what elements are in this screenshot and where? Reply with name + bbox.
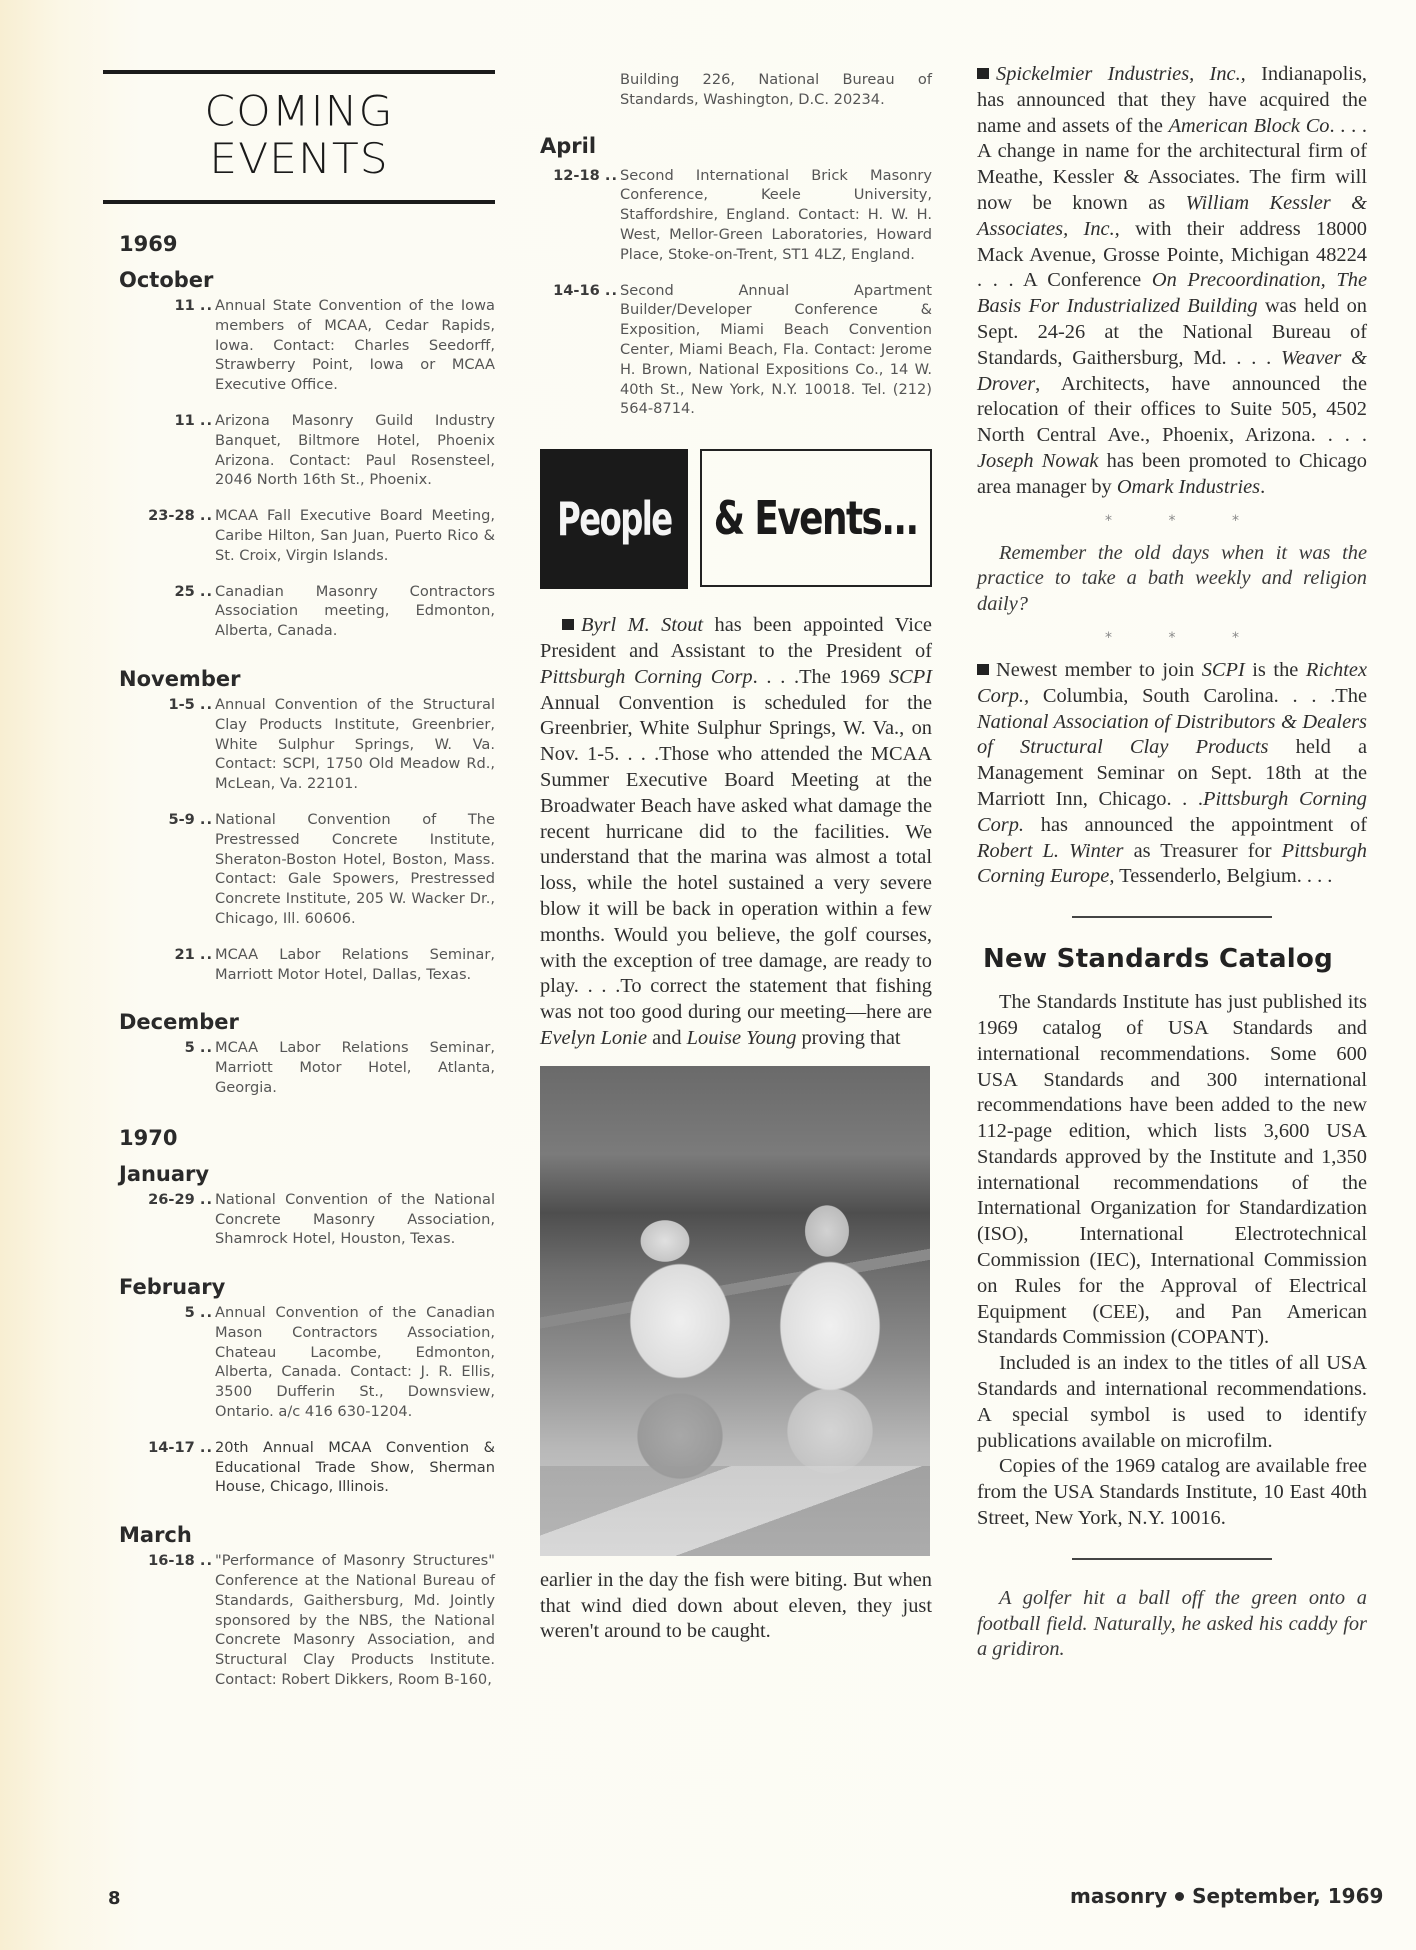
bullet-dot-icon	[1175, 1892, 1184, 1901]
event-item: 23-28 .. MCAA Fall Executive Board Meeting, Caribe Hilton, San Juan, Puerto Rico & St. Croix, Virgin Islands.	[148, 507, 495, 564]
event-item: 5 .. MCAA Labor Relations Seminar, Marriott Motor Hotel, Atlanta, Georgia.	[184, 1039, 495, 1096]
event-item: 14-17 .. 20th Annual MCAA Convention & Educational Trade Show, Sherman House, Chicago, Illinois.	[148, 1438, 495, 1496]
month-heading-december: December	[119, 1010, 239, 1035]
coming-events-column	[103, 70, 495, 1706]
standards-catalog-heading: New Standards Catalog	[983, 944, 1334, 975]
square-bullet-icon	[977, 664, 989, 675]
month-heading-march: March	[119, 1523, 192, 1548]
standards-paragraph-3: Copies of the 1969 catalog are available free from the USA Standards Institute, 10 East 40th Street, New York, N.Y. 10016.	[977, 1455, 1367, 1530]
month-heading-january: January	[119, 1161, 210, 1186]
square-bullet-icon	[562, 619, 574, 630]
divider-rule	[1072, 916, 1272, 918]
filler-quote-bath: Remember the old days when it was the practice to take a bath weekly and religion daily?	[977, 541, 1367, 616]
standards-paragraph-1: The Standards Institute has just published its 1969 catalog of USA Standards and international recommendations. Some 600 USA Standards and 300 international recommendations have been added to the new 112-page edition, which lists 3,600 USA Standards approved by the Institute and 1,350 international recommendations of the International Organization for Standardization (ISO), International Electrotechnical Commission (IEC), International Commission on Rules for the Approval of Electrical Equipment (CEE), and Pan American Standards Commission (COPANT).	[977, 991, 1367, 1349]
title-rule-bottom	[103, 200, 495, 204]
event-item: 16-18 .. "Performance of Masonry Structures" Conference at the National Bureau of Standards, Gaithersburg, Md. Jointly sponsored by the NBS, the National Concrete Masonry Association, and Structural Clay Products Institute. Contact: Robert Dikkers, Room B-160,	[148, 1552, 495, 1689]
fishing-photo	[540, 1066, 930, 1556]
standards-paragraph-2: Included is an index to the titles of all USA Standards and international recommendations. A special symbol is used to identify publications available on microfilm.	[977, 1352, 1367, 1452]
issue-date: September, 1969	[1192, 1884, 1384, 1908]
event-item: 11 .. Annual State Convention of the Iowa members of MCAA, Cedar Rapids, Iowa. Contact: Charles Seedorff, Strawberry Point, Iowa or MCAA Executive Office.	[174, 297, 495, 394]
event-item: 1-5 .. Annual Convention of the Structural Clay Products Institute, Greenbrier, White Sulphur Springs, W. Va. Contact: SCPI, 1750 Old Meadow Rd., McLean, Va. 22101.	[168, 695, 495, 793]
people-events-paragraph-3: Newest member to join SCPI is the Richtex Corp., Columbia, South Carolina. . . .The National Association of Distributors & Dealers of Structural Clay Products held a Management Seminar on Sept. 18th at the Marriott Inn, Chicago. . .Pittsburgh Corning Corp. has announced the appointment of Robert L. Winter as Treasurer for Pittsburgh Corning Europe, Tessenderlo, Belgium. . . .	[977, 658, 1367, 888]
divider-rule	[1072, 1558, 1272, 1560]
event-item: 5 .. Annual Convention of the Canadian Mason Contractors Association, Chateau Lacombe, Edmonton, Alberta, Canada. Contact: J. R. Ellis, 3500 Dufferin St., Downsview, Ontario. a/c 416 630-1204.	[184, 1304, 495, 1421]
section-separator-stars: * * *	[1105, 629, 1265, 646]
banner-events-block: & Events...	[700, 449, 932, 587]
month-heading-april: April	[540, 133, 597, 158]
event-item: 5-9 .. National Convention of The Prestressed Concrete Institute, Sheraton-Boston Hotel, Boston, Mass. Contact: Gale Spowers, Prestressed Concrete Institute, 205 W. Wacker Dr., Chicago, Ill. 60606.	[168, 810, 495, 927]
filler-quote-golfer: A golfer hit a ball off the green onto a football field. Naturally, he asked his caddy for a gridiron.	[977, 1586, 1367, 1661]
right-column	[977, 62, 1367, 1663]
month-heading-october: October	[119, 268, 214, 292]
event-item-continued: Building 226, National Bureau of Standards, Washington, D.C. 20234.	[620, 71, 932, 108]
event-item: 14-16 .. Second Annual Apartment Builder/Developer Conference & Exposition, Miami Beach Convention Center, Miami Beach, Fla. Contact: Jerome H. Brown, National Expositions Co., 14 W. 40th St., New York, N.Y. 10018. Tel. (212) 564-8714.	[553, 281, 932, 418]
banner-people-block: People	[540, 449, 688, 589]
month-heading-november: November	[119, 666, 241, 691]
event-item: 21 .. MCAA Labor Relations Seminar, Marriott Motor Hotel, Dallas, Texas.	[174, 945, 495, 983]
publication-footer	[1070, 1884, 1383, 1908]
section-separator-stars: * * *	[1105, 512, 1265, 529]
event-item: 11 .. Arizona Masonry Guild Industry Banquet, Biltmore Hotel, Phoenix Arizona. Contact: Paul Rosensteel, 2046 North 16th St., Phoenix.	[174, 411, 495, 489]
people-events-paragraph-1: Byrl M. Stout has been appointed Vice President and Assistant to the President of Pittsburgh Corning Corp. . . .The 1969 SCPI Annual Convention is scheduled for the Greenbrier, White Sulphur Springs, W. Va., on Nov. 1-5. . . .Those who attended the MCAA Summer Executive Board Meeting at the Broadwater Beach have asked what damage the recent hurricane did to the facilities. We understand that the marina was almost a total loss, while the hotel sustained a very severe blow it will be back in operation within a few months. Would you believe, the golf courses, with the exception of tree damage, are ready to play. . . .To correct the statement that fishing was not too good during our meeting—here are Evelyn Lonie and Louise Young proving that	[540, 614, 932, 1049]
publication-name: masonry	[1070, 1884, 1168, 1908]
people-events-paragraph-2: Spickelmier Industries, Inc., Indianapolis, has announced that they have acquired the name and assets of the American Block Co. . . . A change in name for the architectural firm of Meathe, Kessler & Associates. The firm will now be known as William Kessler & Associates, Inc., with their address 18000 Mack Avenue, Grosse Pointe, Michigan 48224 . . . A Conference On Precoordination, The Basis For Industrialized Building was held on Sept. 24-26 at the National Bureau of Standards, Gaithersburg, Md. . . . Weaver & Drover, Architects, have announced the relocation of their offices to Suite 505, 4502 North Central Ave., Phoenix, Arizona. . . . Joseph Nowak has been promoted to Chicago area manager by Omark Industries.	[977, 63, 1368, 498]
event-item: 12-18 .. Second International Brick Masonry Conference, Keele University, Staffordshire, England. Contact: H. W. H. West, Mellor-Green Laboratories, Howard Place, Stoke-on-Trent, ST1 4LZ, England.	[553, 166, 932, 263]
square-bullet-icon	[977, 68, 989, 79]
people-events-banner	[540, 449, 932, 589]
event-item: 26-29 .. National Convention of the National Concrete Masonry Association, Shamrock Hotel, Houston, Texas.	[148, 1190, 495, 1248]
coming-events-title: COMING EVENTS	[204, 87, 394, 184]
event-item: 25 .. Canadian Masonry Contractors Association meeting, Edmonton, Alberta, Canada.	[174, 582, 495, 640]
title-rule-top	[103, 70, 495, 74]
people-events-paragraph-1-continued: earlier in the day the fish were biting. But when that wind died down about eleven, they just weren't around to be caught.	[540, 1568, 932, 1643]
month-heading-february: February	[119, 1275, 226, 1300]
middle-column	[540, 70, 932, 1645]
year-heading-1970: 1970	[119, 1125, 178, 1150]
page-number: 8	[108, 1888, 121, 1909]
year-heading-1969: 1969	[119, 232, 178, 256]
